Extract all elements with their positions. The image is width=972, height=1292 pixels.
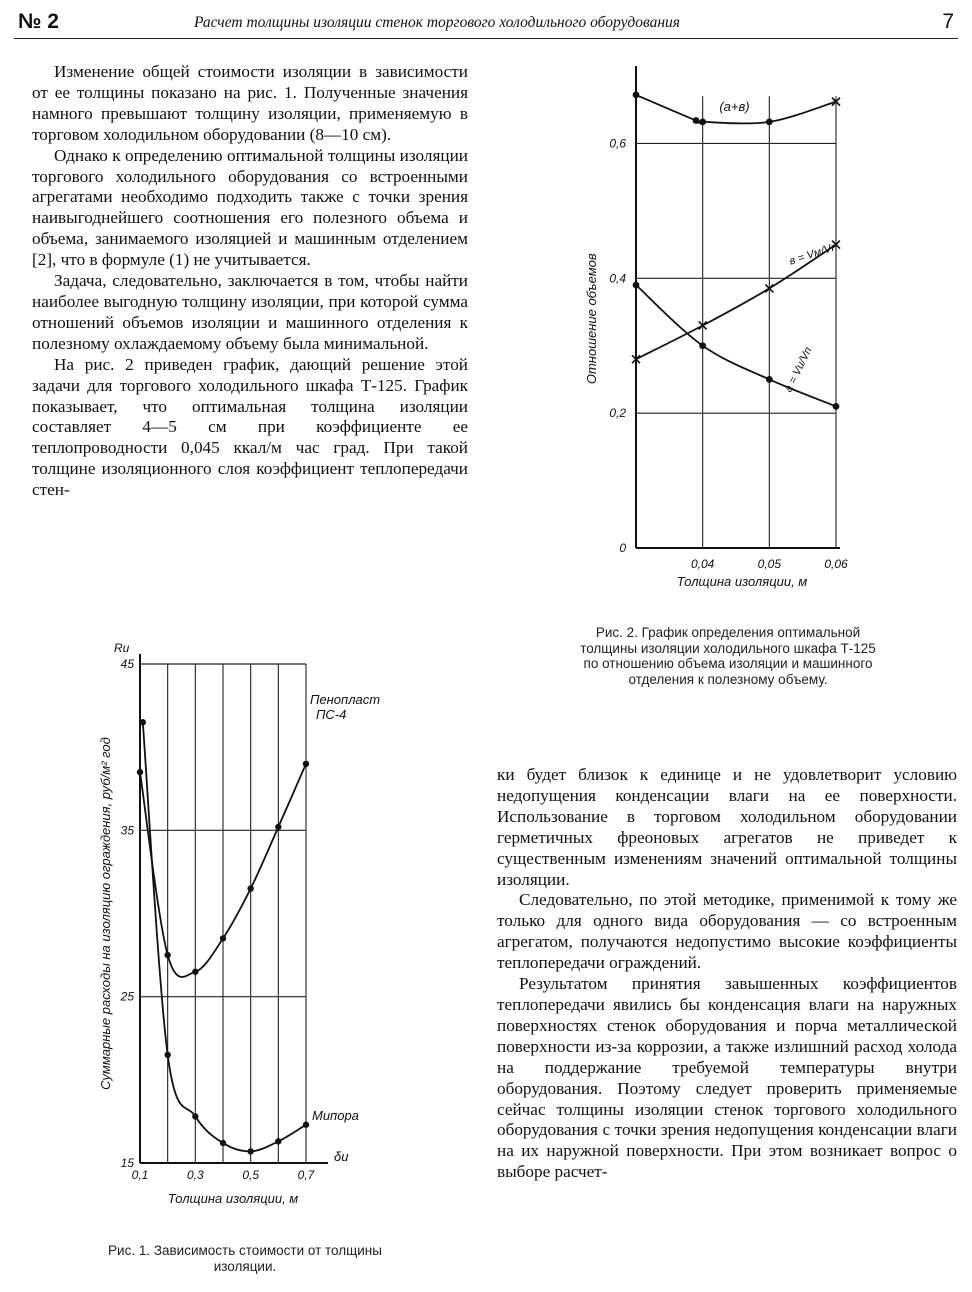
series-label: ПС-4 (316, 706, 347, 722)
y-tick-label: 0 (619, 541, 626, 555)
y-tick-label: 0,6 (609, 136, 626, 151)
data-point (247, 885, 253, 891)
data-point (140, 719, 146, 725)
left-text-column (32, 62, 468, 501)
data-point (633, 91, 640, 98)
data-point (192, 1113, 198, 1119)
y-axis-title: Отношение объемов (584, 253, 599, 385)
data-point (766, 376, 773, 383)
data-point (699, 118, 706, 125)
data-point (220, 1140, 226, 1146)
x-tick-label: 0,06 (824, 557, 848, 571)
running-title: Расчет толщины изоляции стенок торгового холодильного оборудования (194, 14, 681, 31)
x-tick-label: 0,1 (131, 1168, 149, 1182)
x-axis-title: Толщина изоляции, м (676, 574, 808, 589)
y-tick-label: 0,2 (609, 406, 626, 421)
data-point (833, 403, 840, 410)
series-label: Мипора (312, 1107, 359, 1123)
running-header (14, 8, 958, 39)
figure-2-chart (570, 60, 860, 600)
data-point (164, 952, 170, 958)
series-label: a = Vи/Vп (782, 345, 815, 395)
data-point (220, 935, 226, 941)
y-tick-label: 15 (120, 1156, 134, 1170)
data-point (303, 761, 309, 767)
y-axis-title: Суммарные расходы на изоляцию ограждения, руб/м² год (98, 737, 113, 1090)
paragraph: ки будет близок к единице и не удовлетворит условию недопущения конденсации влаги на ее поверхности. Использование в торговом холодильном оборудовании герметичных фреоновых агрегатов не приведет к существенным изменениям значений оптимальной толщины изоляции. (497, 765, 957, 889)
figure-1-caption: Рис. 1. Зависимость стоимости от толщины изоляции. (108, 1243, 382, 1274)
y-axis-symbol: Rи (114, 641, 130, 655)
paragraph: Задача, следовательно, заключается в том, чтобы найти наиболее выгодную толщину изоляции, при которой сумма отношений объемов изоляции и машинного отделения к полезному охлаждаемому объему была минимальной. (32, 271, 468, 353)
data-point (247, 1148, 253, 1154)
x-tick-label: 0,7 (297, 1168, 315, 1182)
data-point (693, 117, 700, 124)
x-tick-label: 0,04 (690, 557, 715, 571)
paragraph: На рис. 2 приведен график, дающий решение этой задачи для торгового холодильного шкафа Т-125. График показывает, что оптимальная толщина изоляции составляет 4—5 см при коэффициенте ее теплопроводности 0,045 ккал/м час град. При такой толщине изоляционного слоя коэффициент теплопередачи стен- (32, 354, 468, 500)
data-point (275, 1138, 281, 1144)
series-label: в = Vм/Vп (787, 240, 839, 268)
data-point (164, 1052, 170, 1058)
data-point (699, 342, 706, 349)
x-tick-label: 0,3 (186, 1168, 204, 1182)
paragraph: Следовательно, по этой методике, применимой к тому же только для одного вида оборудования — со встроенным агрегатом, получаются недопустимо высокие коэффициенты теплопередачи ограждений. (497, 890, 957, 973)
y-tick-label: 45 (120, 657, 134, 671)
x-axis-title: Толщина изоляции, м (167, 1191, 299, 1206)
data-point (766, 118, 773, 125)
paragraph: Изменение общей стоимости изоляции в зависимости от ее толщины показано на рис. 1. Полученные значения намного превышают толщину изоляции, применяемую в торговом холодильном оборудовании (8—10 см). (32, 62, 468, 144)
figure-1-chart (90, 620, 390, 1220)
series-label: (a+в) (719, 99, 750, 115)
paragraph: Однако к определению оптимальной толщины изоляции торгового холодильного оборудования со встроенными агрегатами необходимо подходить также с точки зрения наивыгоднейшего соотношения его полезного объема и объема, занимаемого изоляцией и машинным отделением [2], что в формуле (1) не учитывается. (32, 145, 468, 270)
y-tick-label: 0,4 (609, 271, 626, 286)
data-point (192, 969, 198, 975)
figure-2-caption: Рис. 2. График определения оптимальной толщины изоляции холодильного шкафа Т-125 по отношению объема изоляции и машинного отделения к полезному объему. (580, 625, 876, 687)
series-label: Пенопласт (310, 691, 381, 707)
paragraph: Результатом принятия завышенных коэффициентов теплопередачи явились бы конденсация влаги на наружных поверхностях стенок оборудования и порча металлической поверхности из-за коррозии, а также излишний расход холода на поддержание требуемой температуры внутри оборудования. Поэтому следует проверить применяемые сейчас толщины изоляции стенок торгового холодильного оборудования с точки зрения недопущения конденсации влаги на их наружной поверхности. При этом возникает вопрос о выборе расчет- (497, 974, 957, 1182)
y-tick-label: 25 (120, 989, 134, 1004)
y-tick-label: 35 (120, 823, 134, 838)
data-point (633, 282, 640, 289)
issue-number: № 2 (18, 10, 59, 33)
right-text-column (497, 765, 957, 1183)
data-point (275, 824, 281, 830)
data-point (137, 769, 143, 775)
x-tick-label: 0,05 (757, 557, 782, 571)
data-point (303, 1122, 309, 1128)
x-tick-label: 0,5 (242, 1168, 260, 1182)
x-axis-symbol: δи (334, 1149, 349, 1164)
series-line (636, 285, 836, 406)
page-number: 7 (942, 10, 954, 33)
